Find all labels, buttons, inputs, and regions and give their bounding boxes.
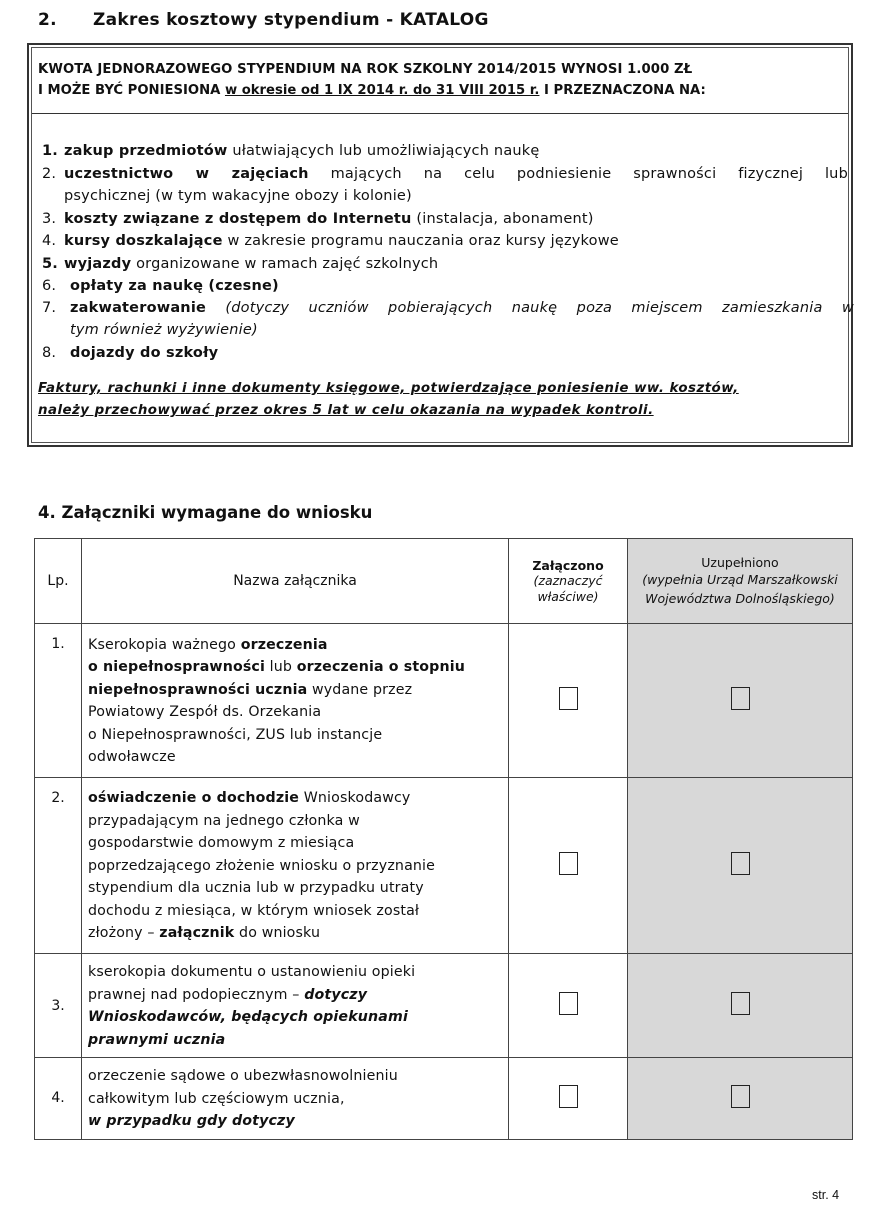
name-line [88, 724, 503, 747]
katalog-header [32, 48, 848, 114]
name-line [88, 1088, 503, 1111]
cost-item [42, 300, 854, 316]
cost-item [42, 256, 438, 272]
attached-checkbox[interactable] [559, 852, 578, 875]
name-line [88, 877, 503, 900]
name-line [88, 746, 503, 769]
name-line [88, 900, 503, 923]
header-name: Nazwa załącznika [82, 539, 509, 624]
attached-checkbox[interactable] [559, 992, 578, 1015]
row-attached-cell [509, 624, 628, 778]
cost-item-number: 4. [42, 233, 57, 249]
cost-item-number: 8. [42, 345, 57, 361]
row-filled-cell [628, 778, 853, 954]
cost-item-bold: dojazdy do szkoły [70, 345, 219, 361]
note-line1: Faktury, rachunki i inne dokumenty księgowe, potwierdzające poniesienie ww. kosztów, [38, 381, 739, 396]
filled-checkbox[interactable] [731, 992, 750, 1015]
filled-checkbox[interactable] [731, 1085, 750, 1108]
row-lp: 2. [35, 778, 82, 954]
header-line2-period: w okresie od 1 IX 2014 r. do 31 VIII 2015 r. [224, 83, 540, 98]
name-segment: Wnioskodawców, będących opiekunami [88, 1009, 408, 1025]
attached-checkbox[interactable] [559, 687, 578, 710]
name-line [88, 832, 503, 855]
row-filled-cell [628, 624, 853, 778]
row-lp: 1. [35, 624, 82, 778]
name-segment: orzeczenie sądowe o ubezwłasnowolnieniu [88, 1068, 398, 1084]
name-line [88, 1006, 503, 1029]
name-line [88, 961, 503, 984]
name-segment: Powiatowy Zespół ds. Orzekania [88, 704, 322, 720]
section-2-title-text: Zakres kosztowy stypendium - KATALOG [93, 10, 489, 30]
name-line [88, 922, 503, 945]
table-header-row [35, 539, 853, 624]
note-line2: należy przechowywać przez okres 5 lat w celu okazania na wypadek kontroli. [38, 403, 654, 418]
cost-item-bold: zakwaterowanie [70, 300, 207, 316]
katalog-note [38, 378, 739, 422]
name-segment: gospodarstwie domowym z miesiąca [88, 835, 355, 852]
name-line [88, 787, 503, 810]
name-segment: prawnej nad podopiecznym – [88, 986, 305, 1003]
cost-item-number: 5. [42, 256, 58, 272]
section-4-title: 4. Załączniki wymagane do wniosku [38, 503, 373, 522]
row-filled-cell [628, 1058, 853, 1140]
name-segment: o Niepełnosprawności, ZUS lub instancje [88, 726, 383, 743]
row-attached-cell [509, 954, 628, 1058]
name-line [88, 656, 503, 679]
name-segment: wydane przez [307, 681, 413, 698]
page-number: str. 4 [812, 1188, 840, 1202]
name-line [88, 1110, 503, 1133]
cost-item-rest: (instalacja, abonament) [411, 211, 594, 227]
name-line [88, 679, 503, 702]
attachments-table [34, 538, 853, 1140]
section-2-number: 2. [38, 10, 57, 30]
katalog-box [27, 43, 853, 447]
header-attached-note: (zaznaczyć właściwe) [533, 572, 603, 604]
attachments-body [35, 624, 853, 1140]
filled-checkbox[interactable] [731, 852, 750, 875]
name-segment: dotyczy [304, 986, 368, 1003]
name-segment: niepełnosprawności ucznia [88, 681, 308, 698]
name-segment: poprzedzającego złożenie wniosku o przyznanie [88, 857, 436, 874]
name-segment: lub [265, 659, 297, 675]
name-segment: załącznik [159, 925, 235, 942]
cost-item [42, 166, 848, 182]
cost-item-number: 1. [42, 143, 58, 159]
header-line2-start: I MOŻE BYĆ PONIESIONA [38, 83, 225, 98]
row-attachment-name [82, 778, 509, 954]
name-segment: całkowitym lub częściowym ucznia, [88, 1090, 345, 1107]
filled-checkbox[interactable] [731, 687, 750, 710]
cost-item [42, 143, 540, 159]
table-row [35, 778, 853, 954]
name-segment: do wniosku [234, 925, 321, 942]
cost-item-number: 2. [42, 166, 57, 182]
row-attachment-name [82, 624, 509, 778]
name-line [88, 855, 503, 878]
cost-item-continuation: tym również wyżywienie) [70, 322, 258, 338]
name-segment: Kserokopia ważnego [88, 636, 241, 653]
cost-item-rest: mających na celu podniesienie sprawności fizycznej lub [308, 166, 848, 182]
row-lp: 4. [35, 1058, 82, 1140]
table-row [35, 1058, 853, 1140]
cost-item [42, 278, 279, 294]
name-segment: stypendium dla ucznia lub w przypadku utraty [88, 880, 424, 897]
name-segment: orzeczenia o stopniu [296, 659, 466, 675]
cost-item-bold: zakup przedmiotów [64, 143, 228, 159]
name-segment: Wnioskodawcy [299, 790, 411, 807]
row-attachment-name [82, 954, 509, 1058]
header-filled-note: (wypełnia Urząd Marszałkowski Województwa Dolnośląskiego) [642, 571, 838, 606]
name-segment: orzeczenia [240, 636, 328, 653]
name-segment: o niepełnosprawności [88, 659, 266, 675]
name-line [88, 634, 503, 657]
name-line [88, 1029, 503, 1052]
table-row [35, 954, 853, 1058]
cost-item-number: 3. [42, 211, 57, 227]
cost-item-continuation: psychicznej (w tym wakacyjne obozy i kolonie) [64, 188, 412, 204]
header-filled [628, 539, 853, 624]
row-attached-cell [509, 1058, 628, 1140]
cost-item [42, 233, 619, 249]
row-attachment-name [82, 1058, 509, 1140]
cost-item [42, 211, 594, 227]
cost-item-bold: kursy doszkalające [64, 233, 223, 249]
cost-item-bold: uczestnictwo w zajęciach [64, 166, 309, 182]
name-segment: złożony – [88, 925, 160, 942]
cost-item-bold: koszty związane z dostępem do Internetu [64, 211, 412, 227]
name-segment: odwoławcze [88, 749, 176, 765]
cost-item-rest: organizowane w ramach zajęć szkolnych [131, 256, 439, 272]
name-segment: dochodu z miesiąca, w którym wniosek został [88, 902, 420, 919]
cost-item-bold: opłaty za naukę (czesne) [70, 278, 279, 294]
header-line2-end: I PRZEZNACZONA NA: [539, 83, 706, 98]
header-lp: Lp. [35, 539, 82, 624]
cost-item-rest: ułatwiających lub umożliwiających naukę [227, 143, 540, 159]
section-2-title [38, 10, 489, 30]
name-segment: przypadającym na jednego członka w [88, 812, 360, 829]
name-segment: oświadczenie o dochodzie [88, 790, 300, 807]
cost-item [42, 345, 218, 361]
row-filled-cell [628, 954, 853, 1058]
name-segment: prawnymi ucznia [88, 1031, 226, 1048]
header-attached-label: Załączono [532, 557, 604, 573]
cost-item-bold: wyjazdy [64, 256, 132, 272]
katalog-header-line2 [38, 83, 706, 98]
header-attached [509, 539, 628, 624]
row-attached-cell [509, 778, 628, 954]
name-segment: kserokopia dokumentu o ustanowieniu opieki [88, 964, 416, 980]
cost-item-rest: (dotyczy uczniów pobierających naukę poza miejscem zamieszkania w [206, 300, 854, 316]
name-line [88, 984, 503, 1007]
cost-item-rest: w zakresie programu nauczania oraz kursy językowe [222, 233, 619, 249]
name-line [88, 1065, 503, 1088]
cost-item-number: 7. [42, 300, 57, 316]
cost-item-number: 6. [42, 278, 57, 294]
katalog-header-line1: KWOTA JEDNORAZOWEGO STYPENDIUM NA ROK SZKOLNY 2014/2015 WYNOSI 1.000 ZŁ [38, 62, 693, 77]
header-filled-label: Uzupełniono [701, 554, 779, 570]
katalog-inner [31, 47, 854, 443]
table-row [35, 624, 853, 778]
name-line [88, 701, 503, 724]
name-line [88, 810, 503, 833]
row-lp: 3. [35, 954, 82, 1058]
name-segment: w przypadku gdy dotyczy [88, 1113, 295, 1129]
attached-checkbox[interactable] [559, 1085, 578, 1108]
